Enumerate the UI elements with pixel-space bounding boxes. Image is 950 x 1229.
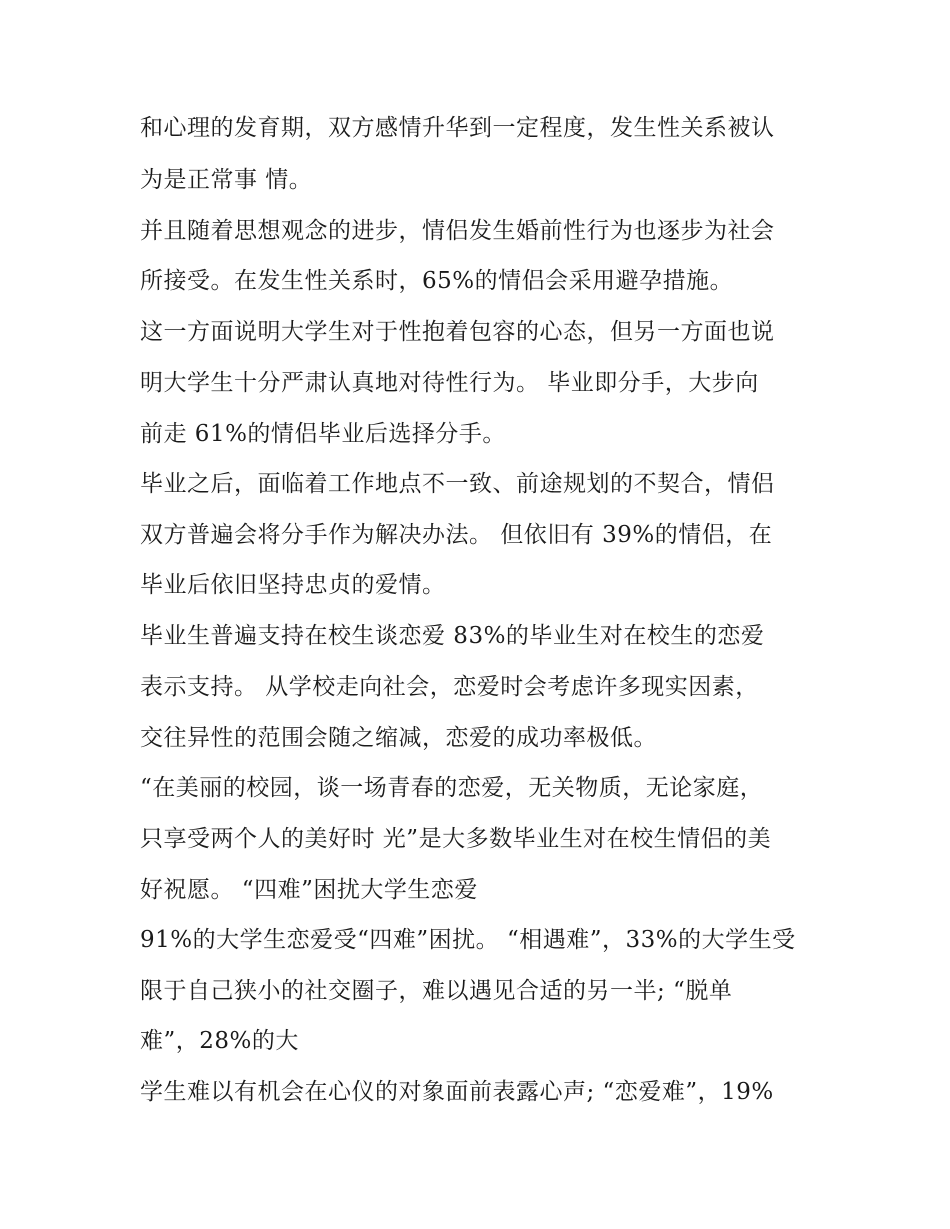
text-line: 这一方面说明大学生对于性抱着包容的心态，但另一方面也说 bbox=[140, 319, 775, 345]
text-line: 前走 61%的情侣毕业后选择分手。 bbox=[140, 421, 506, 447]
text-line: 并且随着思想观念的进步，情侣发生婚前性行为也逐步为社会 bbox=[140, 218, 775, 244]
text-line: 毕业后依旧坚持忠贞的爱情。 bbox=[140, 572, 446, 598]
text-line: 91%的大学生恋爱受“四难”困扰。 “相遇难”，33%的大学生受 bbox=[140, 927, 796, 953]
text-line: “在美丽的校园，谈一场青春的恋爱，无关物质，无论家庭， bbox=[140, 775, 764, 801]
text-line: 为是正常事 情。 bbox=[140, 167, 313, 193]
text-line: 只享受两个人的美好时 光”是大多数毕业生对在校生情侣的美 bbox=[140, 826, 772, 852]
text-line: 学生难以有机会在心仪的对象面前表露心声; “恋爱难”，19% bbox=[140, 1079, 774, 1105]
text-line: 难”，28%的大 bbox=[140, 1028, 299, 1054]
text-line: 毕业之后，面临着工作地点不一致、前途规划的不契合，情侣 bbox=[140, 471, 775, 497]
text-line: 所接受。在发生性关系时，65%的情侣会采用避孕措施。 bbox=[140, 268, 734, 294]
text-line: 毕业生普遍支持在校生谈恋爱 83%的毕业生对在校生的恋爱 bbox=[140, 623, 765, 649]
text-line: 交往异性的范围会随之缩减，恋爱的成功率极低。 bbox=[140, 725, 657, 751]
text-line: 好祝愿。 “四难”困扰大学生恋爱 bbox=[140, 877, 478, 903]
text-line: 和心理的发育期，双方感情升华到一定程度，发生性关系被认 bbox=[140, 115, 775, 141]
text-line: 表示支持。 从学校走向社会，恋爱时会考虑许多现实因素， bbox=[140, 674, 759, 700]
text-line: 限于自己狭小的社交圈子，难以遇见合适的另一半; “脱单 bbox=[140, 978, 733, 1004]
text-line: 双方普遍会将分手作为解决办法。 但依旧有 39%的情侣，在 bbox=[140, 522, 773, 548]
text-line: 明大学生十分严肃认真地对待性行为。 毕业即分手，大步向 bbox=[140, 370, 759, 396]
